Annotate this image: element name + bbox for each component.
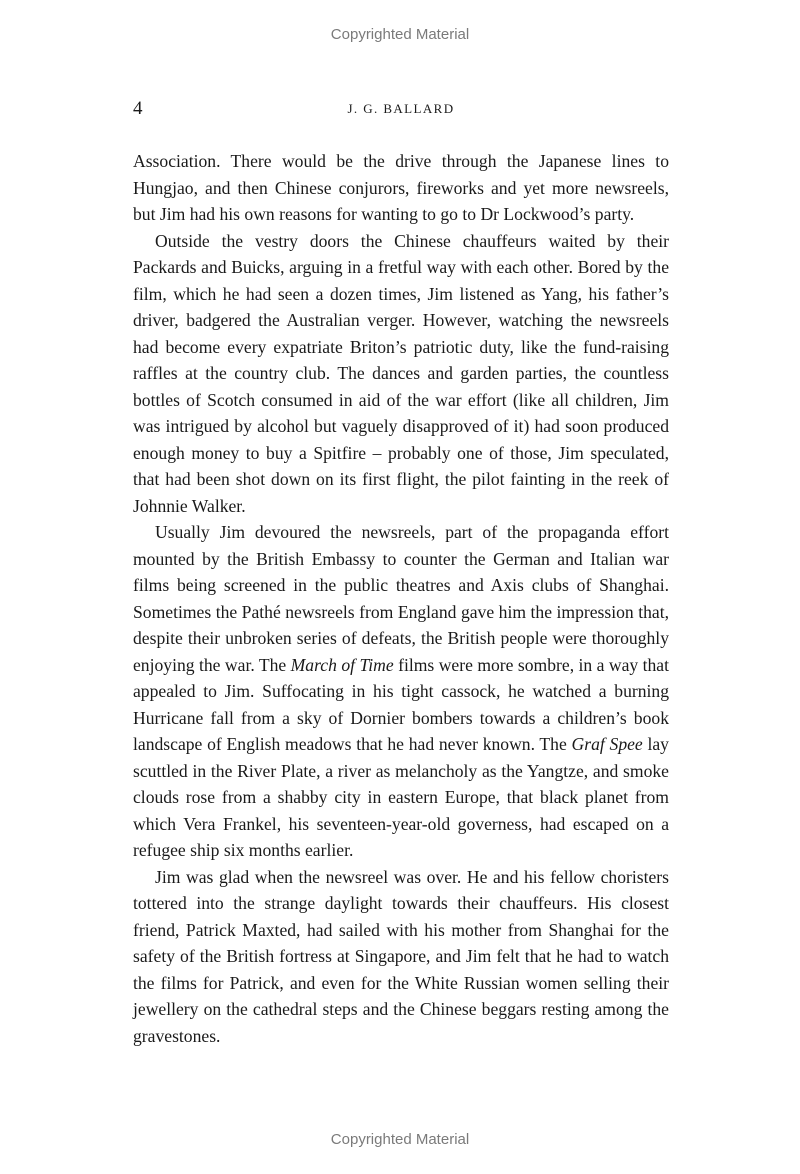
paragraph [133,148,669,228]
paragraph-text: Jim was glad when the newsreel was over. He and his fellow choristers tottered into the strange daylight towards their chauffeurs. His closest friend, Patrick Maxted, had sailed with his mother from Shanghai for the safety of the British fortress at Singapore, and Jim felt that he had to watch the films for Patrick, and even for the White Russian women selling their jewellery on the cathedral steps and the Chinese beggars resting among the gravestones. [133,866,669,1046]
paragraph-text: Outside the vestry doors the Chinese chauffeurs waited by their Packards and Buicks, arguing in a fretful way with each other. Bored by the film, which he had seen a dozen times, Jim listened as Yang, his father’s driver, badgered the Australian verger. However, watching the newsreels had become every expatriate Briton’s patriotic duty, like the fund-raising raffles at the country club. The dances and garden parties, the countless bottles of Scotch consumed in aid of the war effort (like all children, Jim was intrigued by alcohol but vaguely disapproved of it) had soon produced enough money to buy a Spitfire – probably one of those, Jim speculated, that had been shot down on its first flight, the pilot fainting in the reek of Johnnie Walker. [133,230,669,516]
paragraph-text: Association. There would be the drive through the Japanese lines to Hungjao, and then Chinese conjurors, fireworks and yet more newsreels, but Jim had his own reasons for wanting to go to Dr Lockwood’s party. [133,151,669,224]
paragraph [133,228,669,520]
ship-name-italic: Graf Spee [571,734,643,754]
film-title-italic: March of Time [290,654,394,675]
paragraph [133,519,669,864]
running-head-author: J. G. BALLARD [347,101,455,116]
copyright-watermark-bottom: Copyrighted Material [330,1131,470,1148]
paragraph [133,864,669,1050]
paragraph-text: lay scuttled in the River Plate, a river as melancholy as the Yangtze, and smoke clouds rose from a shabby city in eastern Europe, that black planet from which Vera Frankel, his seventeen-year-old governess, had escaped on a refugee ship six months earlier. [133,734,669,860]
copyright-watermark-top: Copyrighted Material [330,26,470,43]
paragraph-text: films were more sombre, in a way that appealed to Jim. Suffocating in his tight cassock, he watched a burning Hurricane fall from a sky of Dornier bombers towards a children’s book landscape of English meadows that he had never known. The [133,654,670,754]
page-number: 4 [133,98,143,119]
paragraph-text: Usually Jim devoured the newsreels, part of the propaganda effort mounted by the British Embassy to counter the German and Italian war films being screened in the public theatres and Axis clubs of Shanghai. Sometimes the Pathé newsreels from England gave him the impression that, despite their unbroken series of defeats, the British people were thoroughly enjoying the war. The [133,522,669,675]
running-head [133,97,669,121]
body-text [133,148,669,1049]
